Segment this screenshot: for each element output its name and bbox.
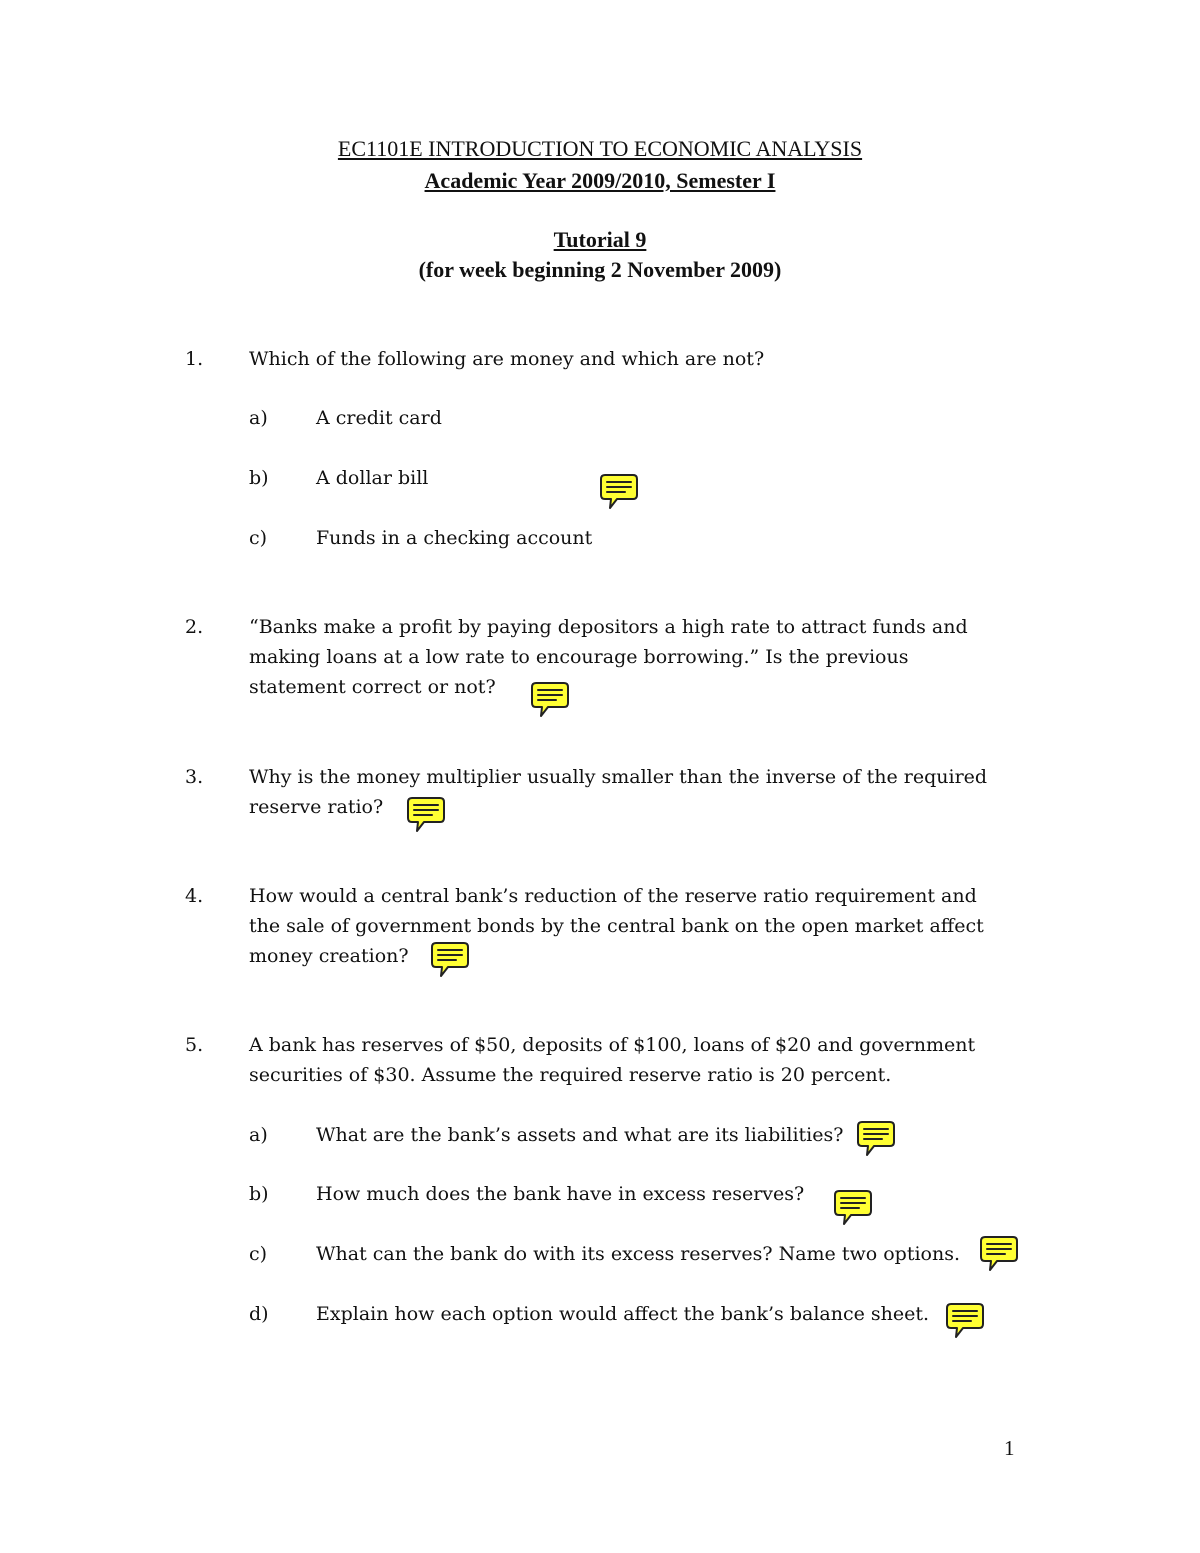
question-5-part-b-text: How much does the bank have in excess reserves? xyxy=(316,1183,805,1205)
academic-year-text: Academic Year 2009/2010, Semester I xyxy=(424,168,776,193)
comment-icon-graphic xyxy=(979,1235,1019,1273)
page-number: 1 xyxy=(1004,1436,1015,1460)
question-4-line-3: money creation? xyxy=(249,945,409,967)
comment-icon[interactable] xyxy=(979,1235,1019,1273)
comment-icon[interactable] xyxy=(945,1302,985,1340)
question-5-part-b-letter: b) xyxy=(249,1183,269,1205)
comment-icon-graphic xyxy=(599,473,639,511)
comment-icon[interactable] xyxy=(833,1189,873,1227)
academic-year xyxy=(0,166,1200,196)
question-1-part-b-letter: b) xyxy=(249,467,269,489)
tutorial-heading xyxy=(0,225,1200,255)
question-5-line-2: securities of $30. Assume the required reserve ratio is 20 percent. xyxy=(249,1064,892,1086)
question-3-line-1: Why is the money multiplier usually smaller than the inverse of the required xyxy=(249,766,988,788)
question-1-part-c-text: Funds in a checking account xyxy=(316,527,593,549)
question-1-part-a-text: A credit card xyxy=(316,407,442,429)
comment-icon-graphic xyxy=(430,941,470,979)
comment-icon-graphic xyxy=(856,1120,896,1158)
tutorial-heading-text: Tutorial 9 xyxy=(553,227,647,252)
comment-icon-graphic xyxy=(406,796,446,834)
question-5-part-a-text: What are the bank’s assets and what are its liabilities? xyxy=(316,1124,844,1146)
question-2-line-1: “Banks make a profit by paying depositors a high rate to attract funds and xyxy=(249,616,968,638)
week-subtitle: (for week beginning 2 November 2009) xyxy=(418,257,782,282)
question-3-line-2: reserve ratio? xyxy=(249,796,384,818)
question-1-text: Which of the following are money and which are not? xyxy=(249,348,765,370)
comment-icon[interactable] xyxy=(856,1120,896,1158)
comment-icon-graphic xyxy=(833,1189,873,1227)
question-5-part-a-letter: a) xyxy=(249,1124,268,1146)
question-5-part-c-letter: c) xyxy=(249,1243,268,1265)
question-5-line-1: A bank has reserves of $50, deposits of $100, loans of $20 and government xyxy=(249,1034,976,1056)
question-5-part-d-text: Explain how each option would affect the bank’s balance sheet. xyxy=(316,1303,930,1325)
question-1-number: 1. xyxy=(185,348,204,370)
question-2-line-2: making loans at a low rate to encourage borrowing.” Is the previous xyxy=(249,646,909,668)
question-5-part-c-text: What can the bank do with its excess reserves? Name two options. xyxy=(316,1243,960,1265)
course-title-text: EC1101E INTRODUCTION TO ECONOMIC ANALYSIS xyxy=(337,136,863,161)
question-4-line-1: How would a central bank’s reduction of the reserve ratio requirement and xyxy=(249,885,977,907)
course-title xyxy=(0,134,1200,164)
question-1-part-b-text: A dollar bill xyxy=(316,467,429,489)
comment-icon-graphic xyxy=(945,1302,985,1340)
question-2-number: 2. xyxy=(185,616,204,638)
question-1-part-c-letter: c) xyxy=(249,527,268,549)
question-4-line-2: the sale of government bonds by the central bank on the open market affect xyxy=(249,915,984,937)
comment-icon[interactable] xyxy=(530,681,570,719)
comment-icon[interactable] xyxy=(430,941,470,979)
comment-icon[interactable] xyxy=(599,473,639,511)
question-3-number: 3. xyxy=(185,766,204,788)
question-1-part-a-letter: a) xyxy=(249,407,268,429)
comment-icon-graphic xyxy=(530,681,570,719)
question-5-part-d-letter: d) xyxy=(249,1303,269,1325)
comment-icon[interactable] xyxy=(406,796,446,834)
question-5-number: 5. xyxy=(185,1034,204,1056)
question-2-line-3: statement correct or not? xyxy=(249,676,496,698)
question-4-number: 4. xyxy=(185,885,204,907)
